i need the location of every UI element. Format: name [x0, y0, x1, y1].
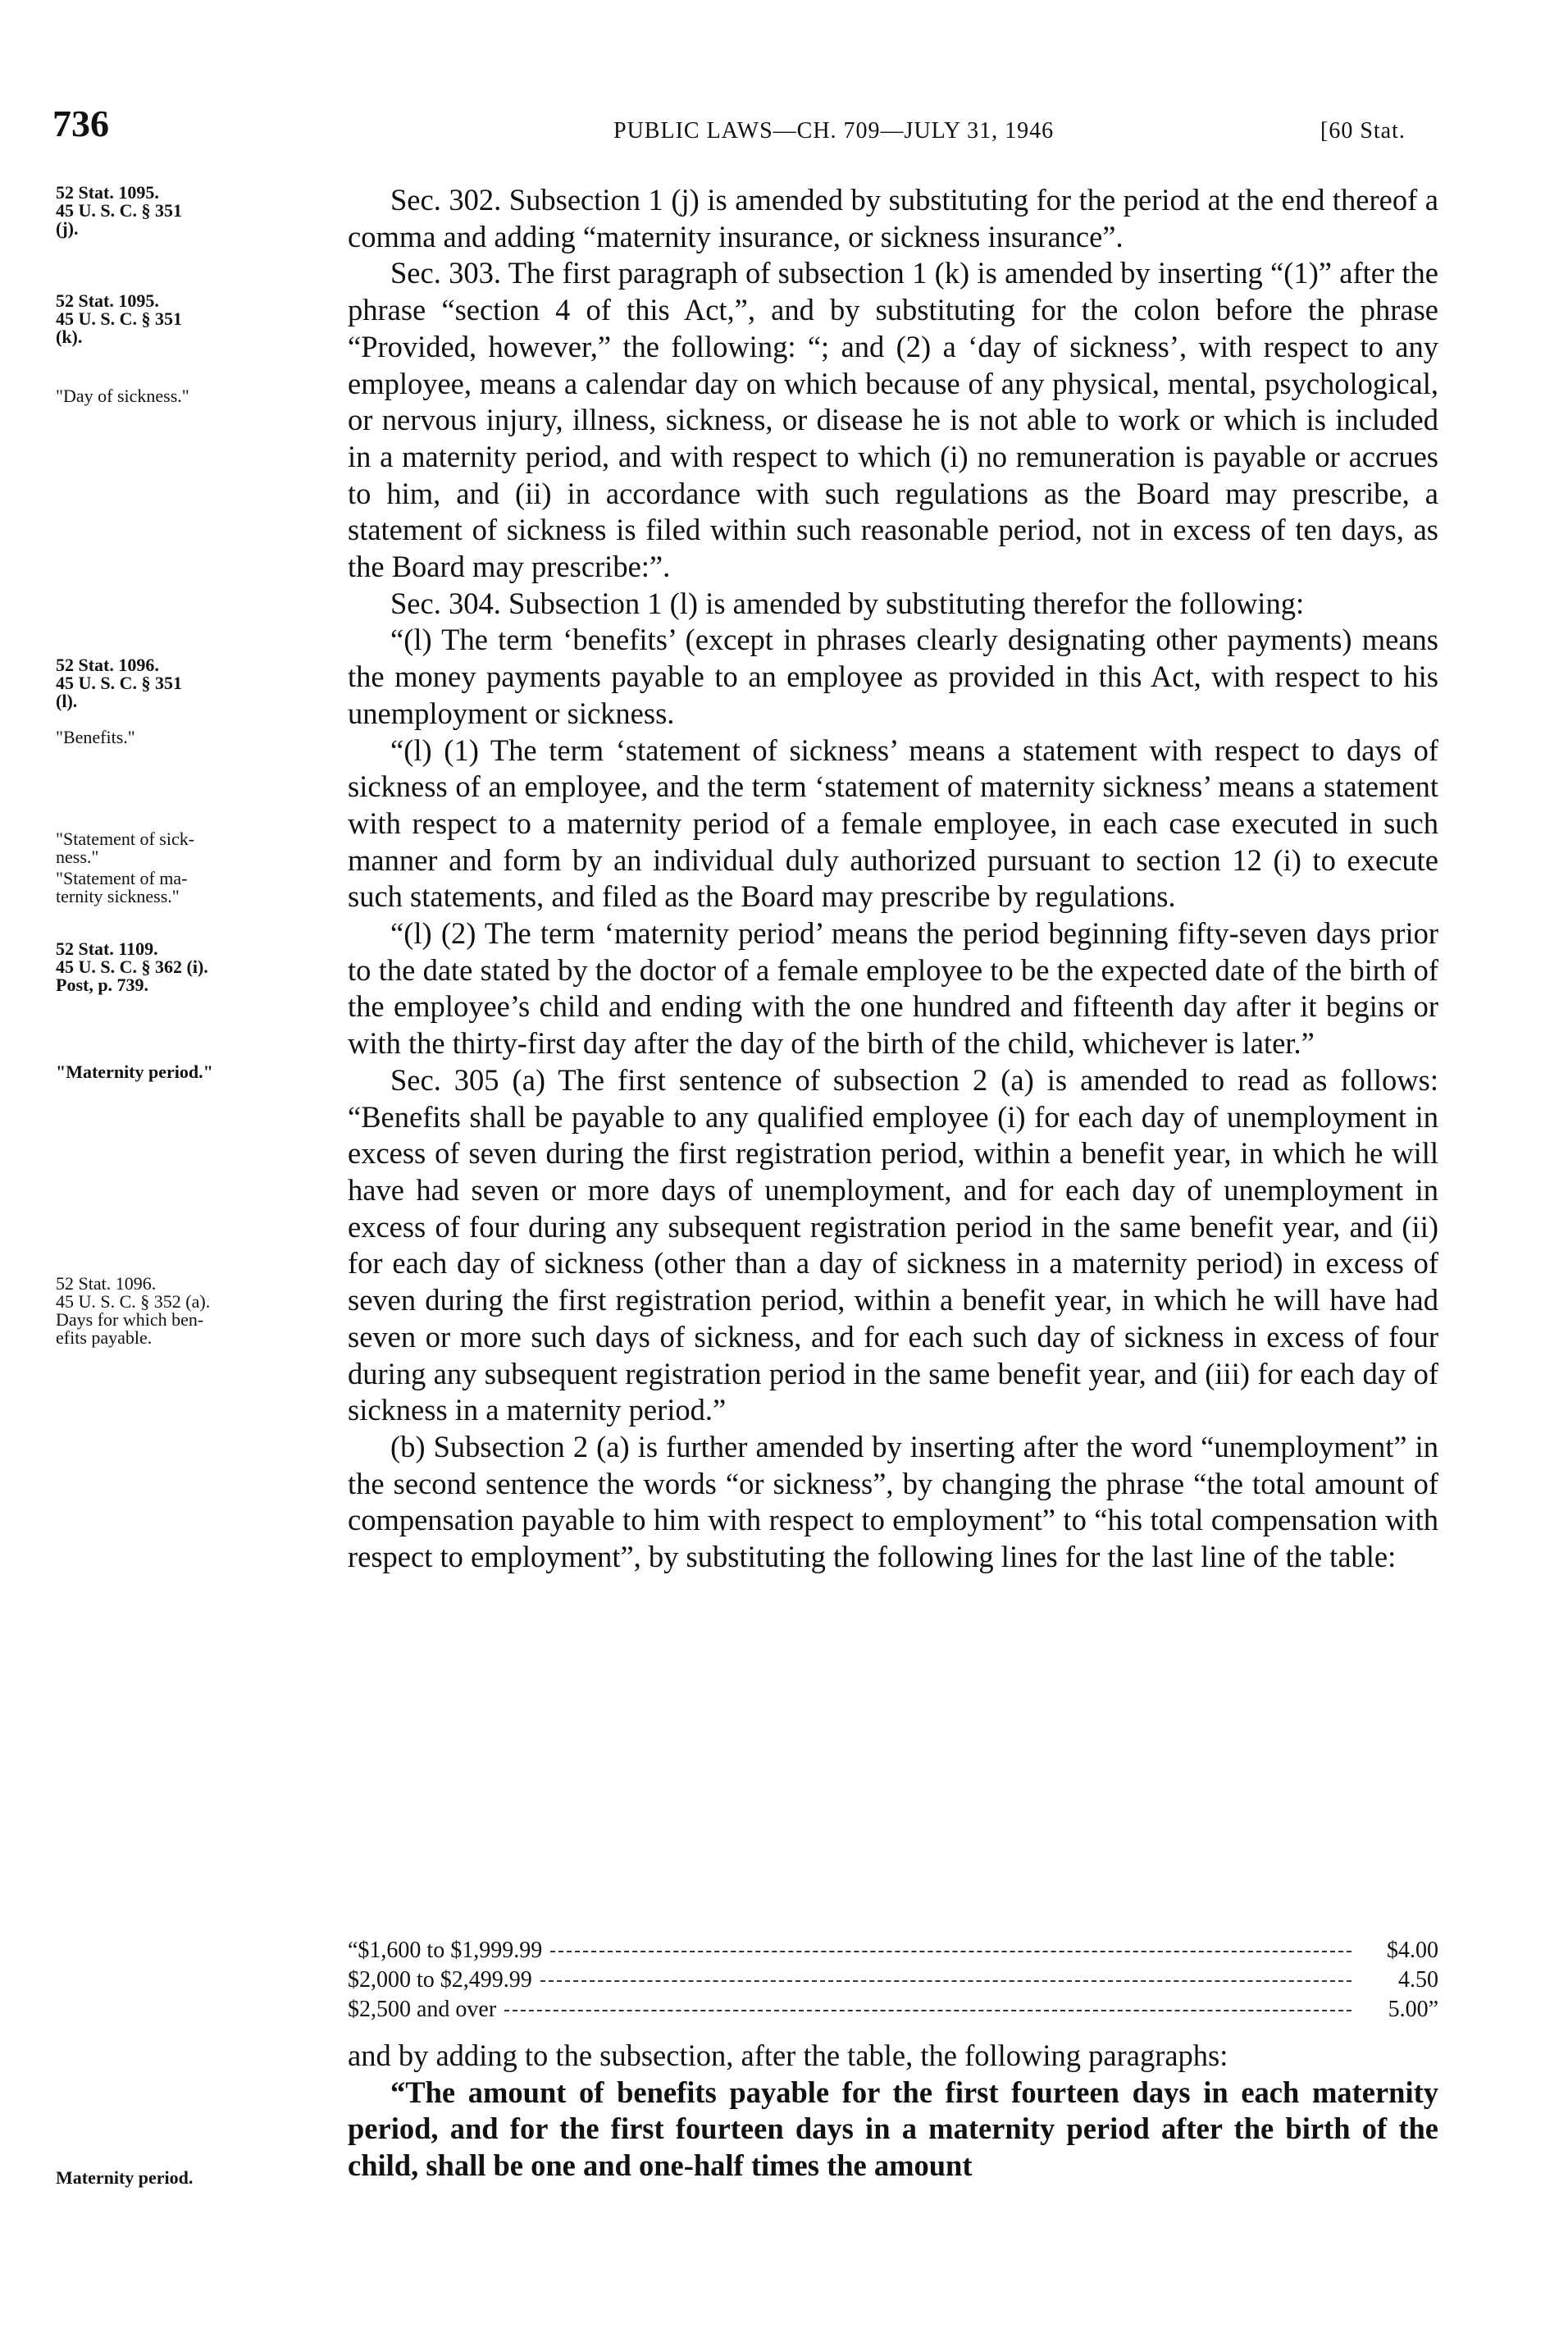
paragraph-sec-303: Sec. 303. The first paragraph of subsection 1 (k) is amended by inserting “(1)” after the phrase “section 4 of this Act,”, and by substituting for the colon before the phrase “Provided, however,” the following: “; and (2) a ‘day of sickness’, with respect to any employee, means a calendar day on which because of any physical, mental, psychological, or nervous injury, illness, sickness, or disease he is not able to work or which is included in a maternity period, and with respect to which (i) no remuneration is payable or accrues to him, and (ii) in accordance with such regulations as the Board may prescribe, a statement of sickness is filed within such reasonable period, not in excess of ten days, as the Board may prescribe:”.	[348, 256, 1438, 584]
margin-note-line: 45 U. S. C. § 351	[56, 673, 183, 693]
margin-note-line: "Statement of ma-	[56, 868, 188, 888]
margin-note-sec12-reference	[56, 940, 318, 994]
margin-note-line: "Statement of sick-	[56, 829, 195, 849]
paragraph-sec-305a: Sec. 305 (a) The first sentence of subsection 2 (a) is amended to read as follows: “Benefits shall be payable to any qualified employee (i) for each day of unemployment in excess of seven during the first registration period, within a benefit year, in which he will have had seven or more days of unemployment, and for each day of unemployment in excess of four during any subsequent registration period in the same benefit year, and (ii) for each day of sickness (other than a day of sickness in a maternity period) in excess of seven during the first registration period, within a benefit year, in which he will have had seven or more such days of sickness, and for each such day of sickness in excess of four during any subsequent registration period in the same benefit year, and (iii) for each day of sickness in a maternity period.”	[348, 1062, 1438, 1427]
paragraph-sec-302: Sec. 302. Subsection 1 (j) is amended by substituting for the period at the end thereof a comma and adding “maternity insurance, or sickness insurance”.	[348, 183, 1438, 253]
margin-note-sec304	[56, 656, 318, 710]
margin-note-line: (j).	[56, 218, 79, 239]
margin-note-line: efits payable.	[56, 1327, 153, 1348]
margin-note-line: 52 Stat. 1109.	[56, 938, 158, 959]
compensation-table	[348, 1936, 1438, 2025]
margin-note-line: Post, p. 739.	[56, 975, 149, 995]
margin-note-line: Days for which ben-	[56, 1309, 204, 1330]
paragraph-sec-304: Sec. 304. Subsection 1 (l) is amended by substituting therefor the following:	[390, 586, 1305, 620]
margin-note-sec302	[56, 184, 318, 238]
table-row	[348, 1965, 1438, 1995]
statute-body	[348, 182, 1438, 1576]
margin-note-day-of-sickness	[56, 387, 318, 405]
margin-note-line: "Day of sickness."	[56, 386, 189, 406]
margin-note-sec303	[56, 292, 318, 346]
after-table-text	[348, 2038, 1438, 2185]
table-row	[348, 1936, 1438, 1965]
paragraph-maternity-period: “(l) (2) The term ‘maternity period’ means the period beginning fifty-seven days prior to the date stated by the doctor of a female employee to be the expected date of the birth of the employee’s child and ending with the one hundred and fifteenth day after it begins or with the thirty-first day after the day of the birth of the child, whichever is later.”	[348, 916, 1438, 1061]
leader-dots	[504, 2010, 1351, 2011]
page-number: 736	[52, 103, 109, 144]
margin-note-maternity-period-definition	[56, 1063, 318, 1081]
margin-note-line: "Maternity period."	[56, 1061, 213, 1082]
table-range: $2,500 and over	[348, 1997, 497, 2022]
margin-note-line: ness."	[56, 847, 99, 867]
margin-note-line: (l).	[56, 691, 78, 711]
table-amount: 4.50	[1398, 1967, 1438, 1993]
margin-note-line: 52 Stat. 1096.	[56, 655, 159, 675]
volume-reference: [60 Stat.	[1320, 118, 1406, 144]
table-range: “$1,600 to $1,999.99	[348, 1938, 543, 1963]
margin-note-line: Maternity period.	[56, 2167, 194, 2188]
paragraph-statement-of-sickness: “(l) (1) The term ‘statement of sickness’ means a statement with respect to days of sickness of an employee, and the term ‘statement of maternity sickness’ means a statement with respect to a maternity period of a female employee, in each case executed in such manner and form by an individual duly authorized pursuant to section 12 (i) to execute such statements, and filed as the Board may prescribe by regulations.	[348, 733, 1438, 914]
margin-note-line: 52 Stat. 1096.	[56, 1273, 157, 1294]
leader-dots	[540, 1980, 1351, 1982]
table-range: $2,000 to $2,499.99	[348, 1967, 532, 1993]
leader-dots	[550, 1951, 1351, 1952]
margin-note-line: "Benefits."	[56, 727, 135, 747]
margin-note-line: 52 Stat. 1095.	[56, 182, 159, 203]
margin-note-line: 52 Stat. 1095.	[56, 290, 159, 311]
margin-note-line: 45 U. S. C. § 351	[56, 200, 183, 221]
table-amount: 5.00”	[1388, 1997, 1438, 2022]
margin-note-line: ternity sickness."	[56, 886, 180, 906]
margin-note-line: 45 U. S. C. § 351	[56, 308, 183, 329]
running-header-title: PUBLIC LAWS—CH. 709—JULY 31, 1946	[613, 118, 1055, 144]
table-amount: $4.00	[1387, 1938, 1438, 1963]
margin-note-statement-of-maternity-sickness	[56, 870, 318, 906]
paragraph-sec-305b: (b) Subsection 2 (a) is further amended by inserting after the word “unemployment” in the second sentence the words “or sickness”, by changing the phrase “the total amount of compensation payable to him with respect to employment” to “his total compensation with respect to employment”, by substituting the following lines for the last line of the table:	[348, 1429, 1438, 1574]
margin-note-sec305	[56, 1275, 318, 1347]
margin-note-maternity-period	[56, 2169, 318, 2187]
margin-note-line: (k).	[56, 326, 83, 347]
margin-note-benefits	[56, 728, 318, 746]
table-row	[348, 1995, 1438, 2025]
margin-note-statement-of-sickness	[56, 830, 318, 866]
paragraph-maternity-benefit-amount: “The amount of benefits payable for the first fourteen days in each maternity period, and for the first fourteen days in a maternity period after the birth of the child, shall be one and one-half times the amount	[348, 2075, 1438, 2183]
paragraph-after-table: and by adding to the subsection, after the table, the following paragraphs:	[348, 2039, 1228, 2072]
margin-note-line: 45 U. S. C. § 352 (a).	[56, 1291, 211, 1312]
paragraph-benefits-definition: “(l) The term ‘benefits’ (except in phrases clearly designating other payments) means the money payments payable to an employee as provided in this Act, with respect to his unemployment or sickness.	[348, 623, 1438, 730]
margin-note-line: 45 U. S. C. § 362 (i).	[56, 956, 208, 977]
